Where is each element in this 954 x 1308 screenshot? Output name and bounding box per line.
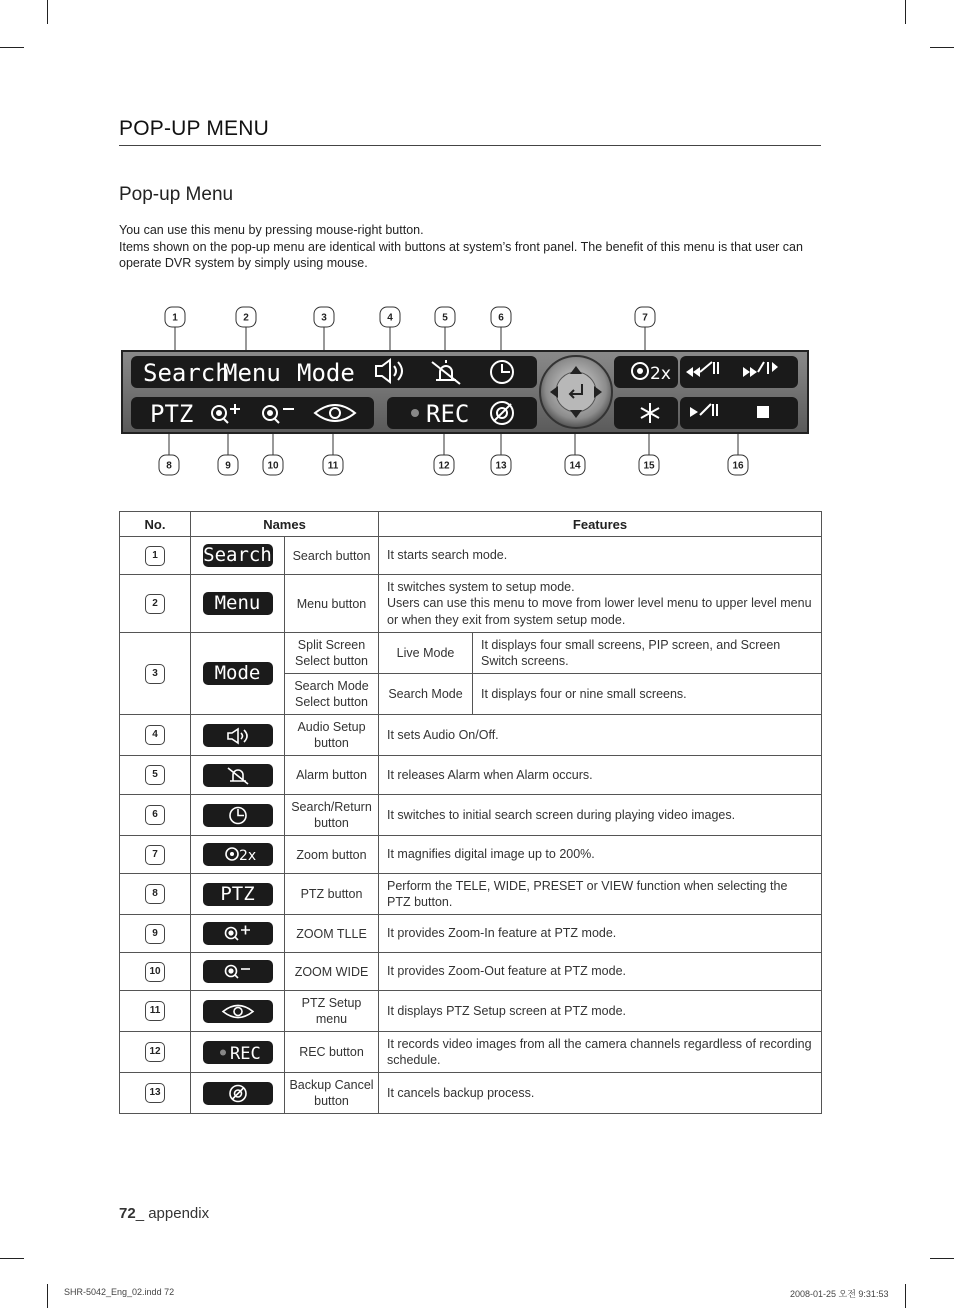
row-feature: It displays four or nine small screens.	[473, 674, 822, 715]
col-no: No.	[120, 512, 191, 537]
intro-line: You can use this menu by pressing mouse-right button.	[119, 223, 424, 237]
table-row	[120, 715, 822, 756]
callout-number: 6	[498, 312, 504, 324]
clock-icon	[203, 804, 273, 827]
intro-text	[119, 222, 821, 272]
callout-number: 11	[327, 460, 339, 472]
playback-bar-bottom	[680, 397, 798, 429]
direction-pad[interactable]	[540, 356, 612, 428]
row-feature: It sets Audio On/Off.	[379, 715, 822, 756]
callout-number: 12	[438, 460, 450, 472]
ptz-button-icon: PTZ	[203, 883, 273, 906]
row-feature: It switches system to setup mode. Users can use this menu to move from lower level menu to upper level menu or when they exit from system setup mode.	[379, 575, 822, 633]
intro-line: Items shown on the pop-up menu are identical with buttons at system’s front panel. The benefit of this menu is that user can operate DVR system by simply using mouse.	[119, 239, 803, 270]
col-features: Features	[379, 512, 822, 537]
rec-dot-icon	[411, 409, 419, 417]
row-feature: It magnifies digital image up to 200%.	[379, 836, 822, 874]
row-name: REC button	[285, 1032, 379, 1073]
row-name: Search button	[285, 537, 379, 575]
crop-mark	[0, 47, 24, 48]
mode-button[interactable]: Mode	[297, 359, 355, 387]
table-row	[120, 1073, 822, 1114]
crop-mark	[930, 1258, 954, 1259]
svg-text:REC: REC	[229, 1043, 261, 1064]
callout-number: 15	[643, 460, 655, 472]
popup-menu-diagram	[0, 300, 954, 485]
row-number: 12	[145, 1042, 165, 1062]
table-row	[120, 537, 822, 575]
footer-section: _ appendix	[135, 1205, 210, 1222]
zoom-2x-icon	[203, 843, 273, 866]
menu-button-icon: Menu	[203, 592, 273, 615]
row-feature: It displays four small screens, PIP screen, and Screen Switch screens.	[473, 633, 822, 674]
svg-text:2x: 2x	[650, 364, 671, 384]
table-row	[120, 1032, 822, 1073]
sub-title: Pop-up Menu	[119, 184, 234, 205]
table-row	[120, 836, 822, 874]
row-number: 8	[145, 884, 165, 904]
callout-number: 16	[732, 460, 744, 472]
callout-number: 5	[442, 312, 448, 324]
row-number: 10	[145, 962, 165, 982]
row-name: Split Screen Select button	[285, 633, 379, 674]
crop-mark	[0, 1258, 24, 1259]
crop-mark	[930, 47, 954, 48]
number-callouts-top	[165, 307, 655, 327]
row-feature: It provides Zoom-Out feature at PTZ mode.	[379, 953, 822, 991]
table-row	[120, 874, 822, 915]
speaker-icon	[203, 724, 273, 747]
title-rule	[119, 145, 821, 146]
crop-mark	[905, 0, 906, 24]
eye-icon	[203, 1000, 273, 1023]
zoom-out-icon	[203, 960, 273, 983]
row-feature: It switches to initial search screen during playing video images.	[379, 795, 822, 836]
row-name: Menu button	[285, 575, 379, 633]
row-name: PTZ button	[285, 874, 379, 915]
row-name: Alarm button	[285, 756, 379, 795]
print-slug-right: 2008-01-25 오전 9:31:53	[790, 1289, 889, 1299]
callout-number: 14	[569, 460, 581, 472]
row-number: 1	[145, 546, 165, 566]
row-number: 5	[145, 765, 165, 785]
callout-number: 13	[495, 460, 507, 472]
zoom-in-icon	[203, 922, 273, 945]
row-mode: Search Mode	[379, 674, 473, 715]
row-feature: It records video images from all the camera channels regardless of recording schedule.	[379, 1032, 822, 1073]
table-header-row	[120, 512, 822, 537]
callout-number: 9	[225, 460, 231, 472]
row-feature: It starts search mode.	[379, 537, 822, 575]
number-callouts-bottom	[159, 455, 748, 475]
table-row	[120, 756, 822, 795]
row-name: Zoom button	[285, 836, 379, 874]
row-name: PTZ Setup menu	[285, 991, 379, 1032]
row-name: Search/Return button	[285, 795, 379, 836]
row-name: ZOOM WIDE	[285, 953, 379, 991]
page-number: 72	[119, 1205, 136, 1222]
rec-button-icon	[203, 1041, 273, 1064]
crop-mark	[905, 1284, 906, 1308]
col-names: Names	[191, 512, 379, 537]
callout-number: 7	[642, 312, 648, 324]
row-number: 3	[145, 664, 165, 684]
callout-number: 10	[267, 460, 279, 472]
search-button[interactable]: Search	[143, 359, 230, 387]
section-title: POP-UP MENU	[119, 117, 269, 140]
callout-number: 1	[172, 312, 178, 324]
row-name: Search Mode Select button	[285, 674, 379, 715]
row-number: 13	[145, 1083, 165, 1103]
row-number: 11	[145, 1001, 165, 1021]
row-name: Backup Cancel button	[285, 1073, 379, 1114]
callout-number: 8	[166, 460, 172, 472]
mode-button-icon: Mode	[203, 662, 273, 685]
freeze-bar	[614, 397, 678, 429]
table-row	[120, 953, 822, 991]
table-row	[120, 633, 822, 674]
row-feature: It cancels backup process.	[379, 1073, 822, 1114]
features-table	[119, 511, 822, 1114]
page-footer	[119, 1205, 209, 1222]
row-number: 2	[145, 594, 165, 614]
alarm-icon	[203, 764, 273, 787]
callout-number: 2	[243, 312, 249, 324]
callout-number: 4	[387, 312, 393, 324]
search-button-icon: Search	[203, 544, 272, 566]
row-name: ZOOM TLLE	[285, 915, 379, 953]
row-name: Audio Setup button	[285, 715, 379, 756]
backup-cancel-icon	[203, 1082, 273, 1105]
table-row	[120, 575, 822, 633]
svg-text:2x: 2x	[238, 848, 256, 864]
row-mode: Live Mode	[379, 633, 473, 674]
crop-mark	[47, 1284, 48, 1308]
ptz-button[interactable]: PTZ	[150, 400, 194, 428]
row-feature: It displays PTZ Setup screen at PTZ mode.	[379, 991, 822, 1032]
callout-number: 3	[321, 312, 327, 324]
row-feature: It provides Zoom-In feature at PTZ mode.	[379, 915, 822, 953]
row-number: 4	[145, 725, 165, 745]
rec-button[interactable]: REC	[426, 400, 470, 428]
row-number: 7	[145, 845, 165, 865]
menu-button[interactable]: Menu	[223, 359, 281, 387]
row-feature: It releases Alarm when Alarm occurs.	[379, 756, 822, 795]
stop-icon[interactable]	[757, 406, 769, 418]
table-row	[120, 991, 822, 1032]
print-slug-left: SHR-5042_Eng_02.indd 72	[64, 1287, 175, 1297]
row-number: 9	[145, 924, 165, 944]
crop-mark	[47, 0, 48, 24]
row-feature: Perform the TELE, WIDE, PRESET or VIEW function when selecting the PTZ button.	[379, 874, 822, 915]
row-number: 6	[145, 805, 165, 825]
table-row	[120, 915, 822, 953]
table-row	[120, 795, 822, 836]
